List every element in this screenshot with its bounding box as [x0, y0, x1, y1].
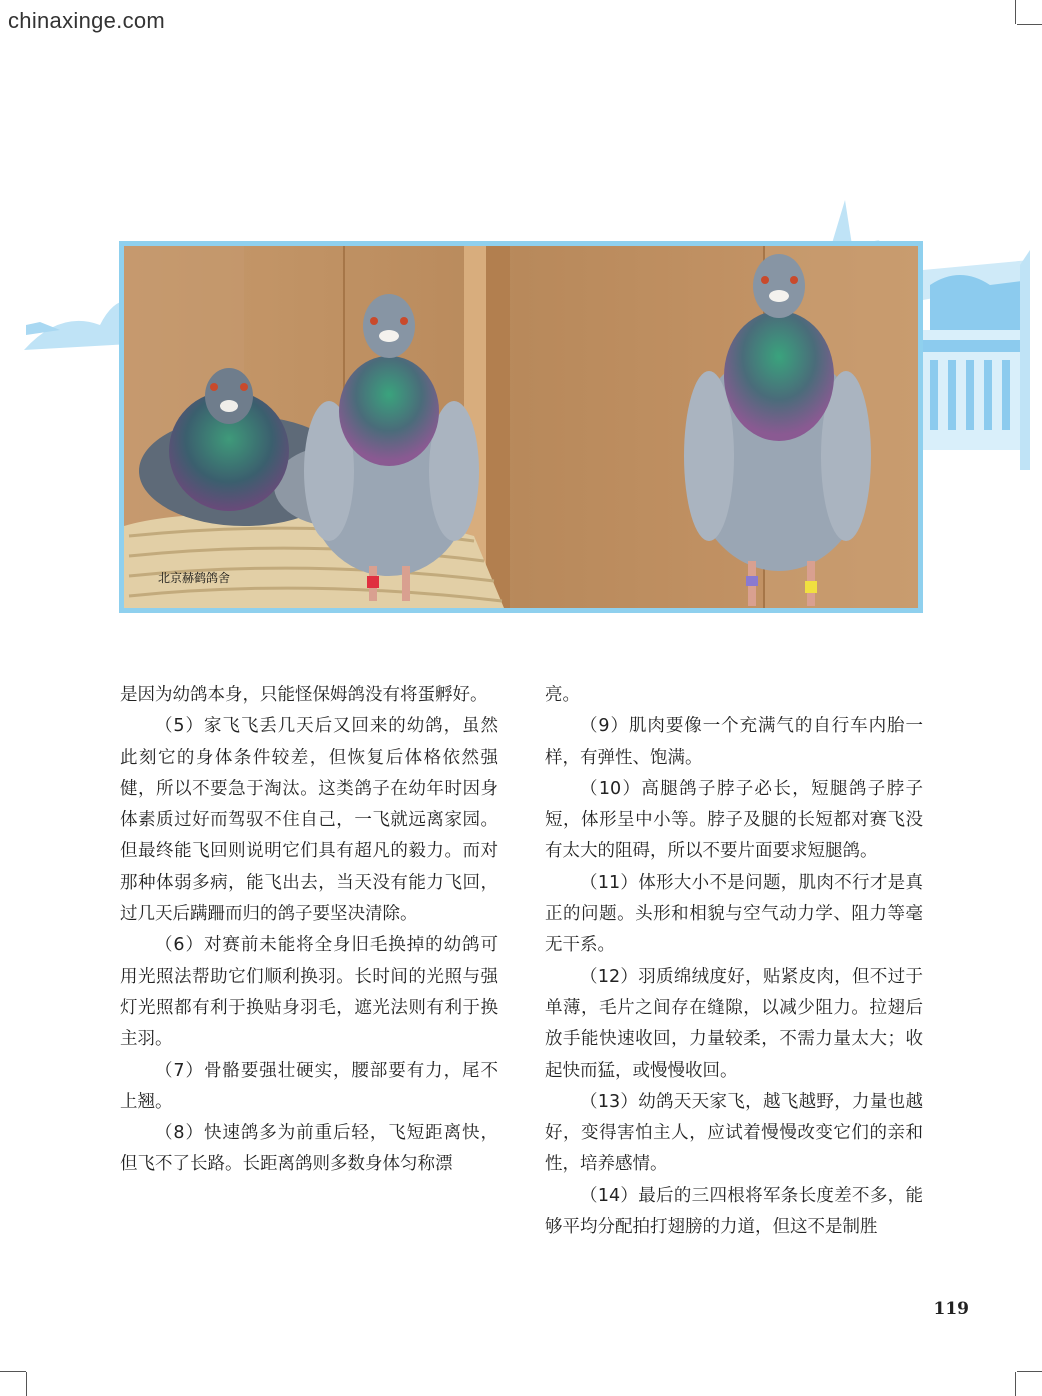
crop-mark-bottom-left	[26, 1372, 27, 1396]
photo-frame	[119, 241, 923, 613]
paragraph: （7）骨骼要强壮硬实，腰部要有力，尾不上翘。	[120, 1060, 498, 1112]
crop-mark-top-right-h	[1017, 24, 1042, 25]
crop-mark-top-right	[1015, 0, 1016, 24]
photo-caption: 北京赫鹤鸽舍	[158, 571, 231, 585]
watermark: chinaxinge.com	[8, 8, 166, 33]
paragraph: 亮。	[545, 685, 580, 705]
pigeon-photo	[124, 246, 918, 608]
page-number: 119	[933, 1299, 969, 1319]
crop-mark-bottom-left-h	[0, 1371, 26, 1372]
paragraph: 是因为幼鸽本身，只能怪保姆鸽没有将蛋孵好。	[120, 685, 488, 705]
paragraph: （12）羽质绵绒度好，贴紧皮肉，但不过于单薄，毛片之间存在缝隙，以减少阻力。拉翅后放手能快速收回，力量较柔，不需力量太大；收起快而猛，或慢慢收回。	[545, 966, 923, 1081]
right-column	[545, 680, 923, 1243]
paragraph: （14）最后的三四根将军条长度差不多，能够平均分配拍打翅膀的力道，但这不是制胜	[545, 1185, 923, 1238]
paragraph: （8）快速鸽多为前重后轻，飞短距离快，但飞不了长路。长距离鸽则多数身体匀称漂	[120, 1123, 498, 1175]
paragraph: （9）肌肉要像一个充满气的自行车内胎一样，有弹性、饱满。	[545, 716, 923, 768]
paragraph: （11）体形大小不是问题，肌肉不行才是真正的问题。头形和相貌与空气动力学、阻力等毫无干系。	[545, 872, 923, 956]
left-column	[120, 680, 498, 1181]
crop-mark-bottom-right-h	[1017, 1371, 1042, 1372]
paragraph: （6）对赛前未能将全身旧毛换掉的幼鸽可用光照法帮助它们顺利换羽。长时间的光照与强灯光照都有利于换贴身羽毛，遮光法则有利于换主羽。	[120, 935, 498, 1050]
paragraph: （13）幼鸽天天家飞，越飞越野，力量也越好，变得害怕主人，应试着慢慢改变它们的亲和性，培养感情。	[545, 1091, 923, 1175]
paragraph: （5）家飞飞丢几天后又回来的幼鸽，虽然此刻它的身体条件较差，但恢复后体格依然强健，所以不要急于淘汰。这类鸽子在幼年时因身体素质过好而驾驭不住自己，一飞就远离家园。但最终能飞回则说明它们具有超凡的毅力。而对那种体弱多病，能飞出去，当天没有能力飞回，过几天后蹒跚而归的鸽子要坚决清除。	[120, 716, 498, 925]
paragraph: （10）高腿鸽子脖子必长，短腿鸽子脖子短，体形呈中小等。脖子及腿的长短都对赛飞没有太大的阻碍，所以不要片面要求短腿鸽。	[545, 778, 923, 862]
crop-mark-bottom-right	[1015, 1372, 1016, 1396]
